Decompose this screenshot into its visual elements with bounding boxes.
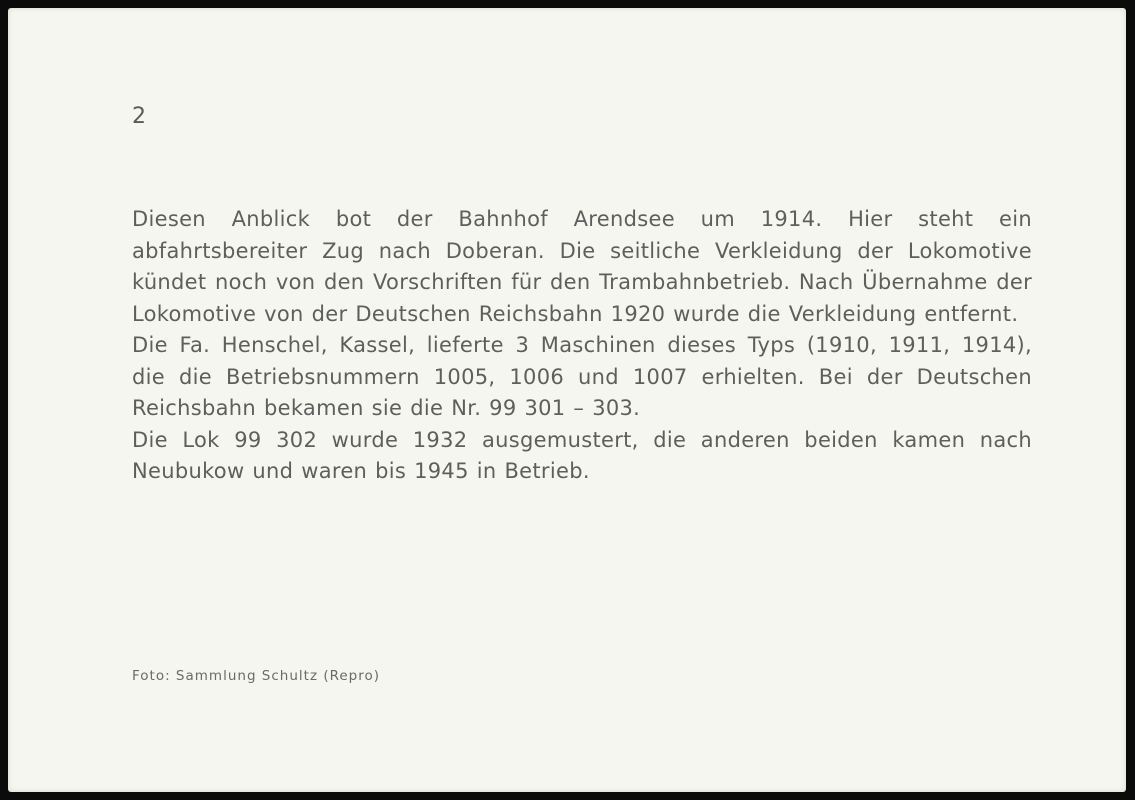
paragraph-2: Die Fa. Henschel, Kassel, lieferte 3 Maschinen dieses Typs (1910, 1911, 1914), die die Betriebsnummern 1005, 1006 und 1007 erhielten. Bei der Deutschen Reichsbahn bekamen sie die Nr. 99 301 – 303. [132,333,1032,420]
photo-credit: Foto: Sammlung Schultz (Repro) [132,668,381,684]
page-number: 2 [132,104,147,129]
description-text [132,204,1032,488]
paragraph-3: Die Lok 99 302 wurde 1932 ausgemustert, die anderen beiden kamen nach Neubukow und waren bis 1945 in Betrieb. [132,427,1032,483]
postcard-back [8,8,1126,792]
paragraph-1: Diesen Anblick bot der Bahnhof Arendsee um 1914. Hier steht ein abfahrtsbereiter Zug nach Doberan. Die seitliche Verkleidung der Lokomotive kündet noch von den Vorschriften für den Trambahnbetrieb. Nach Übernahme der Lokomotive von der Deutschen Reichsbahn 1920 wurde die Verkleidung entfernt. [132,207,1032,326]
